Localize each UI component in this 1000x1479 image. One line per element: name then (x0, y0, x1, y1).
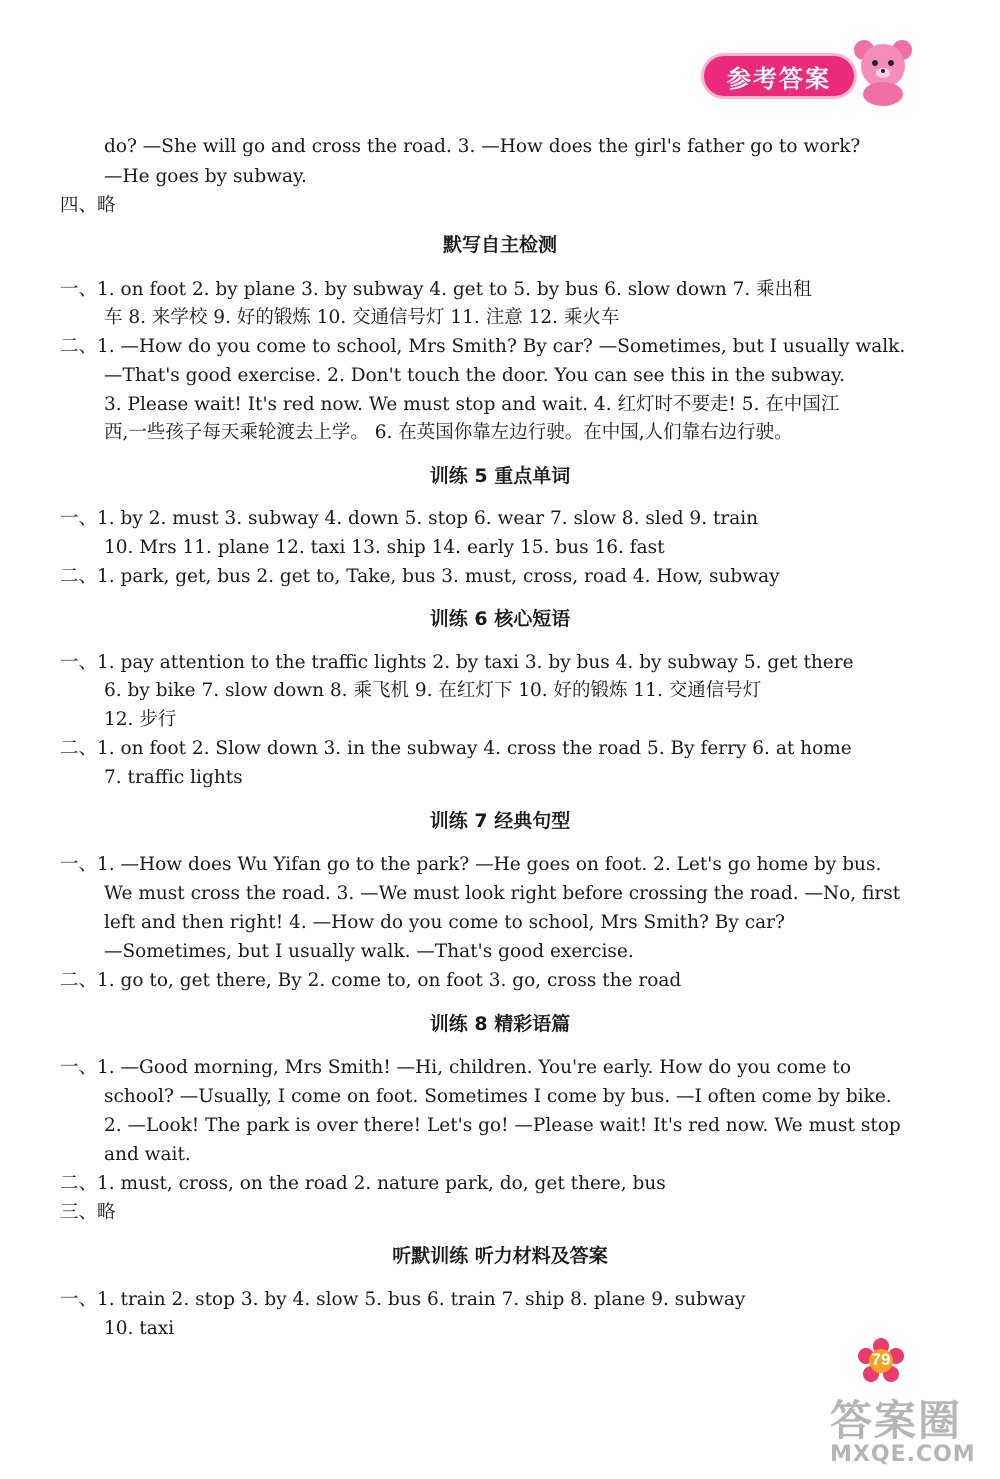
answer-line: —That's good exercise. 2. Don't touch the door. You can see this in the subway. (104, 365, 846, 386)
answer-line: 西,一些孩子每天乘轮渡去上学。 6. 在英国你靠左边行驶。在中国,人们靠右边行驶。 (104, 422, 793, 443)
section-heading: 训练 5 重点单词 (429, 465, 571, 487)
answer-line: We must cross the road. 3. —We must look right before crossing the road. —No, first (104, 883, 901, 904)
answer-line: 二、1. must, cross, on the road 2. nature park, do, get there, bus (60, 1173, 666, 1194)
answer-line: 一、1. on foot 2. by plane 3. by subway 4. get to 5. by bus 6. slow down 7. 乘出租 (60, 279, 812, 300)
answer-line: 四、略 (60, 195, 116, 216)
answer-line: 二、1. —How do you come to school, Mrs Smith? By car? —Sometimes, but I usually walk. (60, 336, 906, 357)
answer-line: and wait. (104, 1144, 191, 1165)
watermark (830, 1396, 1000, 1479)
answer-line: 3. Please wait! It's red now. We must stop and wait. 4. 红灯时不要走! 5. 在中国江 (104, 394, 840, 415)
section-heading: 训练 8 精彩语篇 (429, 1013, 571, 1035)
answer-line: 车 8. 来学校 9. 好的锻炼 10. 交通信号灯 11. 注意 12. 乘火车 (104, 307, 620, 328)
answer-line: 10. Mrs 11. plane 12. taxi 13. ship 14. early 15. bus 16. fast (104, 537, 665, 558)
answer-line: left and then right! 4. —How do you come to school, Mrs Smith? By car? (104, 912, 785, 933)
watermark-url: MXQE.COM (830, 1442, 976, 1467)
section-heading: 听默训练 听力材料及答案 (392, 1245, 608, 1267)
answer-line: —Sometimes, but I usually walk. —That's good exercise. (104, 941, 634, 962)
answer-line: 三、略 (60, 1202, 116, 1223)
section-heading: 训练 7 经典句型 (429, 810, 571, 832)
answer-line: 一、1. by 2. must 3. subway 4. down 5. stop 6. wear 7. slow 8. sled 9. train (60, 508, 759, 529)
answer-line: 一、1. —How does Wu Yifan go to the park? —He goes on foot. 2. Let's go home by bus. (60, 854, 882, 875)
answer-line: 一、1. —Good morning, Mrs Smith! —Hi, children. You're early. How do you come to (60, 1057, 851, 1078)
answer-line: 二、1. go to, get there, By 2. come to, on foot 3. go, cross the road (60, 970, 682, 991)
answer-line: —He goes by subway. (104, 166, 307, 187)
answer-line: 7. traffic lights (104, 767, 243, 788)
answer-line: 10. taxi (104, 1318, 175, 1339)
answer-line: 6. by bike 7. slow down 8. 乘飞机 9. 在红灯下 10. 好的锻炼 11. 交通信号灯 (104, 680, 762, 701)
page-number: 79 (871, 1350, 891, 1369)
answer-line: 二、1. on foot 2. Slow down 3. in the subway 4. cross the road 5. By ferry 6. at home (60, 738, 852, 759)
answer-line: 二、1. park, get, bus 2. get to, Take, bus 3. must, cross, road 4. How, subway (60, 566, 780, 587)
answer-line: do? —She will go and cross the road. 3. —How does the girl's father go to work? (104, 136, 861, 157)
section-heading: 默写自主检测 (442, 234, 557, 256)
answer-key-badge: 参考答案 (704, 56, 854, 96)
answer-line: school? —Usually, I come on foot. Sometimes I come by bus. —I often come by bike. (104, 1086, 892, 1107)
section-heading: 训练 6 核心短语 (429, 608, 571, 630)
answer-line: 一、1. pay attention to the traffic lights 2. by taxi 3. by bus 4. by subway 5. get there (60, 652, 854, 673)
watermark-logo-text: 答案圈 (830, 1396, 963, 1445)
answer-line: 2. —Look! The park is over there! Let's go! —Please wait! It's red now. We must stop (104, 1115, 901, 1136)
teddy-bear-icon (848, 36, 918, 106)
answer-line: 12. 步行 (104, 709, 177, 730)
answer-line: 一、1. train 2. stop 3. by 4. slow 5. bus 6. train 7. ship 8. plane 9. subway (60, 1289, 746, 1310)
